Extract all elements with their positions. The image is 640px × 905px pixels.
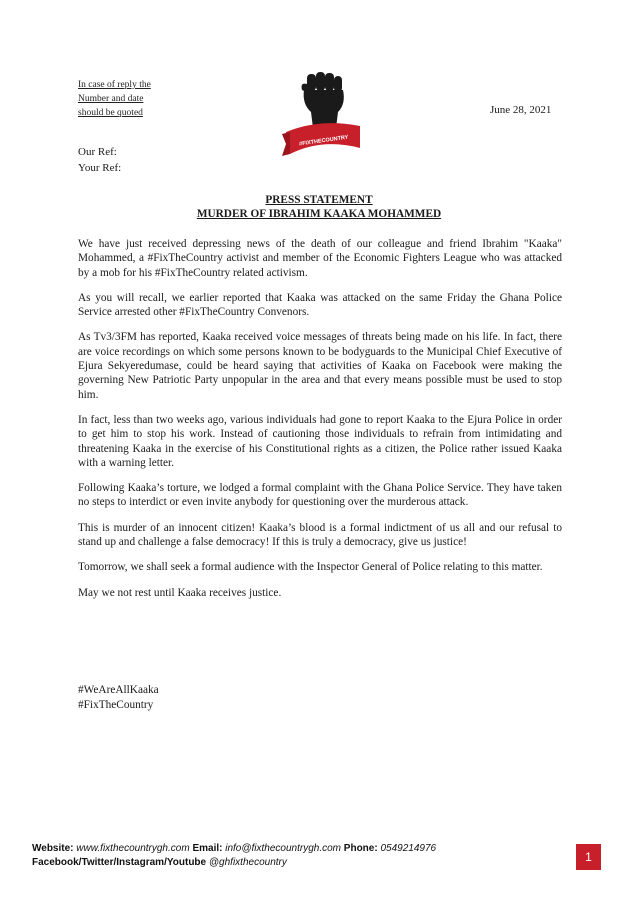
your-ref: Your Ref: [78, 162, 122, 174]
our-ref: Our Ref: [78, 146, 117, 158]
contact-footer [32, 842, 436, 870]
body-paragraph: As you will recall, we earlier reported that Kaaka was attacked on the same Friday the Ghana Police Service arrested other #FixTheCountry Convenors. [78, 291, 562, 319]
phone-number: 0549214976 [380, 843, 437, 854]
social-handle[interactable]: @ghfixthecountry [208, 857, 287, 868]
body-paragraph: We have just received depressing news of the death of our colleague and friend Ibrahim "Kaaka" Mohammed, a #FixTheCountry activist and member of the Economic Fighters League who was attacked by a mob for his #FixTheCountry related activism. [78, 238, 562, 279]
banner-text: #FIXTHECOUNTRY [298, 134, 349, 148]
heading-line-2: MURDER OF IBRAHIM KAAKA MOHAMMED [196, 208, 442, 220]
body-paragraph: This is murder of an innocent citizen! Kaaka’s blood is a formal indictment of us all and our refusal to stand up and challenge a false democracy! If this is truly a democracy, give us justice! [78, 521, 562, 549]
social-label: Facebook/Twitter/Instagram/Youtube [32, 857, 207, 868]
heading-line-1: PRESS STATEMENT [265, 194, 373, 206]
email-label: Email: [192, 843, 223, 854]
footer-line-2 [32, 856, 436, 870]
document-date: June 28, 2021 [490, 104, 552, 116]
reply-note [78, 78, 151, 120]
raised-fist-logo [280, 70, 365, 160]
references [78, 144, 121, 176]
body-paragraph: In fact, less than two weeks ago, various individuals had gone to report Kaaka to the Ejura Police in order to get him to stop his work. Instead of cautioning those individuals to refrain from intimidating and threatening Kaaka in the exercise of his Constitutional rights as a citizen, the Police rather issued Kaaka with a warning letter. [78, 413, 562, 469]
reply-note-line: In case of reply the [78, 80, 151, 90]
hashtag: #WeAreAllKaaka [78, 684, 159, 696]
hashtags [78, 683, 159, 713]
body-paragraph: May we not rest until Kaaka receives justice. [78, 586, 282, 599]
hashtag: #FixTheCountry [78, 699, 154, 711]
phone-label: Phone: [343, 843, 378, 854]
page-number-badge: 1 [576, 844, 601, 870]
website-label: Website: [32, 843, 74, 854]
email-link[interactable]: info@fixthecountrygh.com [225, 843, 342, 854]
statement-body [78, 237, 562, 611]
footer-line-1 [32, 842, 436, 856]
body-paragraph: As Tv3/3FM has reported, Kaaka received voice messages of threats being made on his life. In fact, there are voice recordings on which some persons known to be bodyguards to the Municipal Chief Executive of Ejura Sekyeredumase, could be heard saying that activities of Kaaka on Facebook were making the governing New Patriotic Party unpopular in the area and that every means possible must be used to stop him. [78, 331, 562, 401]
statement-heading [78, 193, 560, 221]
website-link[interactable]: www.fixthecountrygh.com [76, 843, 190, 854]
reply-note-line: should be quoted [78, 108, 143, 118]
reply-note-line: Number and date [78, 94, 144, 104]
body-paragraph: Tomorrow, we shall seek a formal audience with the Inspector General of Police relating to this matter. [78, 561, 543, 574]
body-paragraph: Following Kaaka’s torture, we lodged a formal complaint with the Ghana Police Service. They have taken no steps to interdict or even invite anybody for questioning over the murderous attack. [78, 482, 562, 509]
